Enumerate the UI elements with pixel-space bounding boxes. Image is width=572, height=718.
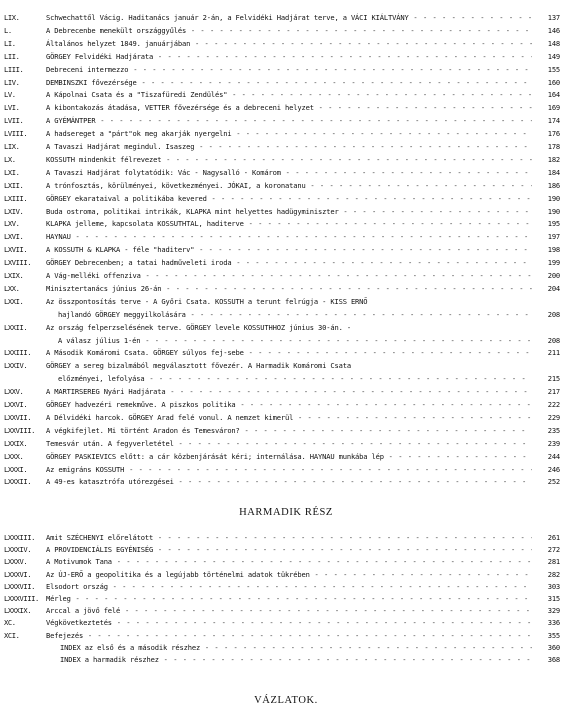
page-number: 200 (547, 271, 560, 280)
chapter-title: A hadsereget a "párt"ok meg akarják nyergelni - - - (46, 128, 532, 140)
chapter-title: A Második Komáromi Csata. GÖRGEY súlyos fej-sebe - - - (46, 347, 532, 359)
toc-entry (0, 544, 572, 556)
chapter-title: A trónfosztás, körülményei, következményei. JÓKAI, a koronatanu - - - (46, 180, 532, 192)
page-number: 146 (547, 25, 560, 35)
chapter-title: A GYÉMÁNTPER - - - (46, 115, 532, 127)
chapter-title: A 49-es katasztrófa utórezgései - - - (46, 476, 532, 488)
chapter-number: LXVI. (4, 232, 24, 242)
chapter-number: LXVIII. (4, 258, 32, 268)
chapter-number: LXXXVI. (4, 569, 32, 579)
toc-entry (0, 206, 572, 218)
page-number: 137 (547, 13, 560, 22)
toc-entry (0, 244, 572, 256)
page-number: 182 (547, 154, 560, 164)
toc-entry (0, 556, 572, 568)
page-number: 244 (547, 451, 560, 461)
page-number: 186 (547, 180, 560, 190)
chapter-title: Buda ostroma, politikai intrikák, KLAPKA mint helyettes hadügyminiszter - - - (46, 206, 532, 218)
chapter-title: Végkövetkeztetés - - - (46, 617, 532, 629)
toc-entry (0, 532, 572, 544)
chapter-number: L. (4, 25, 12, 35)
page-number: 355 (547, 630, 560, 640)
chapter-number: LVII. (4, 116, 24, 126)
chapter-number: LVIII. (4, 129, 28, 139)
chapter-title: Az ország felperzselésének terve. GÖRGEY levele KOSSUTHHOZ június 30-án. - (46, 322, 351, 332)
page-number: 197 (547, 232, 560, 242)
chapter-number: LXXIX. (4, 438, 28, 448)
page-number: 149 (547, 51, 560, 61)
toc-entry (0, 218, 572, 230)
toc-entry (0, 425, 572, 437)
page-number: 198 (547, 245, 560, 255)
toc-entry (0, 654, 572, 666)
chapter-title: GÖRGEY hadvezéri remekműve. A piszkos politika - - - (46, 399, 532, 411)
page-number: 336 (547, 618, 560, 628)
toc-entry (0, 154, 572, 166)
toc-entry (0, 167, 572, 179)
chapter-number: LXXVI. (4, 400, 28, 409)
chapter-number: LXXII. (4, 322, 28, 332)
toc-entry (0, 605, 572, 617)
page-number: 164 (547, 90, 560, 100)
toc-entry (0, 451, 572, 463)
chapter-number: LXXI. (4, 296, 24, 306)
page-number: 199 (547, 258, 560, 268)
chapter-title: Arccal a jövő felé - - - (46, 605, 532, 617)
toc-entry (0, 581, 572, 593)
chapter-title: Minisztertanács június 26-án - - - (46, 283, 532, 295)
chapter-number: LXXXIV. (4, 545, 32, 555)
toc-entry (0, 193, 572, 205)
chapter-title: GÖRGEY Felvidéki Hadjárata - - - (46, 51, 532, 63)
page-number: 272 (547, 545, 560, 555)
section-heading-harmadik-resz: HARMADIK RÉSZ (239, 507, 333, 518)
chapter-title: A Tavaszi Hadjárat folytatódik: Vác - Nagysalló - Komárom - - - (46, 167, 532, 179)
toc-entry (0, 438, 572, 450)
toc-entry (0, 89, 572, 101)
chapter-number: LIV. (4, 77, 20, 87)
page-number: 208 (547, 309, 560, 319)
page-number: 239 (547, 438, 560, 448)
page-number: 155 (547, 64, 560, 74)
chapter-title: Általános helyzet 1849. januárjában - - - (46, 38, 532, 50)
chapter-title: INDEX az első és a második részhez - - - (60, 642, 532, 654)
chapter-number: LXXXVIII. (4, 594, 39, 603)
page-number: 204 (547, 283, 560, 293)
toc-entry (0, 464, 572, 476)
toc-entry (0, 270, 572, 282)
chapter-number: LXIII. (4, 193, 28, 203)
page-number: 169 (547, 103, 560, 113)
chapter-number: LXIV. (4, 206, 24, 216)
toc-entry (0, 347, 572, 359)
chapter-title: A Tavaszi Hadjárat megindul. Isaszeg - - - (46, 141, 532, 153)
chapter-title: KOSSUTH mindenkit félrevezet - - - (46, 154, 532, 166)
chapter-number: LXXX. (4, 451, 24, 461)
toc-entry (0, 309, 572, 321)
chapter-number: LXXXIII. (4, 533, 35, 542)
page-number: 281 (547, 557, 560, 567)
chapter-title: Befejezés - - - (46, 630, 532, 642)
section-heading-vazlatok: VÁZLATOK. (254, 695, 318, 706)
chapter-number: LXI. (4, 167, 20, 177)
chapter-title: GÖRGEY ekarataival a politikába kevered - - - (46, 193, 532, 205)
toc-entry (0, 25, 572, 37)
chapter-number: XC. (4, 618, 16, 628)
toc-entry (0, 77, 572, 89)
chapter-number: LXX. (4, 283, 20, 293)
chapter-title: A Debrecenbe menekült országgyűlés - - - (46, 25, 532, 37)
toc-entry (0, 642, 572, 654)
chapter-number: LIX. (4, 13, 20, 22)
chapter-title: Elsodort ország - - - (46, 581, 532, 593)
chapter-title: Mérleg - - - (46, 593, 532, 605)
page-number: 261 (547, 533, 560, 542)
chapter-number: LII. (4, 51, 20, 61)
chapter-title: A Vág-melléki offenziva - - - (46, 270, 532, 282)
toc-entry (0, 296, 572, 308)
chapter-number: LXXVII. (4, 412, 32, 422)
toc-entry (0, 373, 572, 385)
page-number: 178 (547, 142, 560, 151)
chapter-title: KLAPKA jelleme, kapcsolata KOSSUTHTAL, haditerve - - - (46, 218, 532, 230)
toc-entry (0, 399, 572, 411)
chapter-number: LXXXIX. (4, 606, 32, 616)
chapter-number: LIX. (4, 142, 20, 151)
chapter-title: Amit SZÉCHENYI előrelátott - - - (46, 532, 532, 544)
page-number: 235 (547, 425, 560, 435)
toc-entry (0, 141, 572, 153)
toc-entry (0, 257, 572, 269)
page-number: 174 (547, 116, 560, 126)
page-number: 211 (547, 348, 560, 358)
chapter-number: LX. (4, 154, 16, 164)
chapter-number: LXII. (4, 180, 24, 190)
toc-entry (0, 386, 572, 398)
toc-entry (0, 38, 572, 50)
chapter-title: Debreceni intermezzo - - - (46, 64, 532, 76)
chapter-number: LXXXVII. (4, 581, 35, 591)
chapter-title: A PROVIDENCIÁLIS EGYÉNISÉG - - - (46, 544, 532, 556)
chapter-number: LXIX. (4, 271, 24, 280)
chapter-title: A Délvidéki harcok. GÖRGEY Arad felé vonul. A nemzet kimerül - - - (46, 412, 532, 424)
chapter-title: A Kápolnai Csata és a "Tiszafüredi Zendülés" - - - (46, 89, 532, 101)
chapter-number: LXVII. (4, 245, 28, 255)
page-number: 303 (547, 581, 560, 591)
toc-entry (0, 476, 572, 488)
toc-entry (0, 51, 572, 63)
chapter-title: Schwechattől Vácig. Haditanács január 2-án, a Felvidéki Hadjárat terve, a VÁCI KIÁLTVÁNY - - - (46, 12, 532, 24)
page-number: 252 (547, 477, 560, 487)
chapter-number: LXXVIII. (4, 425, 35, 435)
page-number: 176 (547, 129, 560, 139)
page-number: 360 (547, 642, 560, 652)
page-number: 160 (547, 77, 560, 87)
chapter-title: GÖRGEY PASKIEVICS előtt: a cár közbenjárását kéri; internálása. HAYNAU munkába lép - - - (46, 451, 532, 463)
toc-entry (0, 231, 572, 243)
chapter-title: A végkifejlet. Mi történt Aradon és Temesváron? - - - (46, 425, 532, 437)
chapter-number: LVI. (4, 103, 20, 113)
toc-entry (0, 412, 572, 424)
chapter-number: LXXXV. (4, 557, 28, 567)
page-number: 222 (547, 400, 560, 409)
page-number: 315 (547, 594, 560, 603)
chapter-title: Az összpontosítás terve - A Győri Csata. KOSSUTH a terunt felrúgja - KISS ERNŐ (46, 296, 368, 306)
chapter-title: A KOSSUTH & KLAPKA - féle "haditerv" - - - (46, 244, 532, 256)
chapter-number: LI. (4, 38, 16, 48)
chapter-number: LXXIII. (4, 348, 32, 358)
chapter-title: Az emigráns KOSSUTH - - - (46, 464, 532, 476)
toc-entry (0, 335, 572, 347)
page-number: 217 (547, 387, 560, 397)
toc-entry (0, 64, 572, 76)
page-number: 215 (547, 374, 560, 384)
page-number: 195 (547, 219, 560, 229)
chapter-title: hajlandó GÖRGEY meggyilkolására - - - (58, 309, 532, 321)
page-number: 148 (547, 38, 560, 48)
toc-entry (0, 180, 572, 192)
chapter-number: LIII. (4, 64, 24, 74)
chapter-title: Az ÚJ-ERŐ a geopolitika és a legújabb történelmi adatok tükrében - - - (46, 569, 532, 581)
chapter-title: HAYNAU - - - (46, 231, 532, 243)
toc-entry (0, 593, 572, 605)
chapter-title: A kibontakozás átadása, VETTER fővezérsége és a debreceni helyzet - - - (46, 102, 532, 114)
toc-entry (0, 630, 572, 642)
chapter-title: A MARTIRSEREG Nyári Hadjárata - - - (46, 386, 532, 398)
chapter-title: GÖRGEY a sereg bizalmából megválasztott fővezér. A Harmadik Komáromi Csata (46, 361, 351, 371)
page-number: 368 (547, 655, 560, 664)
chapter-title: INDEX a harmadik részhez - - - (60, 654, 532, 666)
toc-entry (0, 12, 572, 24)
chapter-title: A válasz július 1-én - - - (58, 335, 532, 347)
toc-entry (0, 102, 572, 114)
chapter-title: GÖRGEY Debrecenben; a tatai hadműveleti iroda - - - (46, 257, 532, 269)
toc-entry (0, 283, 572, 295)
chapter-title: A Motivumok Tana - - - (46, 556, 532, 568)
chapter-number: LXXV. (4, 387, 24, 397)
toc-entry (0, 569, 572, 581)
chapter-title: Temesvár után. A fegyverletétel - - - (46, 438, 532, 450)
page-number: 190 (547, 193, 560, 203)
page-number: 282 (547, 569, 560, 579)
toc-entry (0, 128, 572, 140)
toc-entry (0, 617, 572, 629)
chapter-number: LXXIV. (4, 361, 28, 371)
chapter-number: XCI. (4, 630, 20, 640)
chapter-number: LXXXI. (4, 464, 28, 474)
page-number: 246 (547, 464, 560, 474)
toc-entry (0, 322, 572, 334)
toc-entry (0, 115, 572, 127)
chapter-title: DEMBINSZKI fővezérsége - - - (46, 77, 532, 89)
page-number: 229 (547, 412, 560, 422)
chapter-number: LV. (4, 90, 16, 100)
page-number: 190 (547, 206, 560, 216)
chapter-number: LXV. (4, 219, 20, 229)
chapter-number: LXXXII. (4, 477, 32, 487)
chapter-title: előzményei, lefolyása - - - (58, 373, 532, 385)
page-number: 208 (547, 335, 560, 345)
toc-entry (0, 360, 572, 372)
page-number: 329 (547, 606, 560, 616)
page-number: 184 (547, 167, 560, 177)
